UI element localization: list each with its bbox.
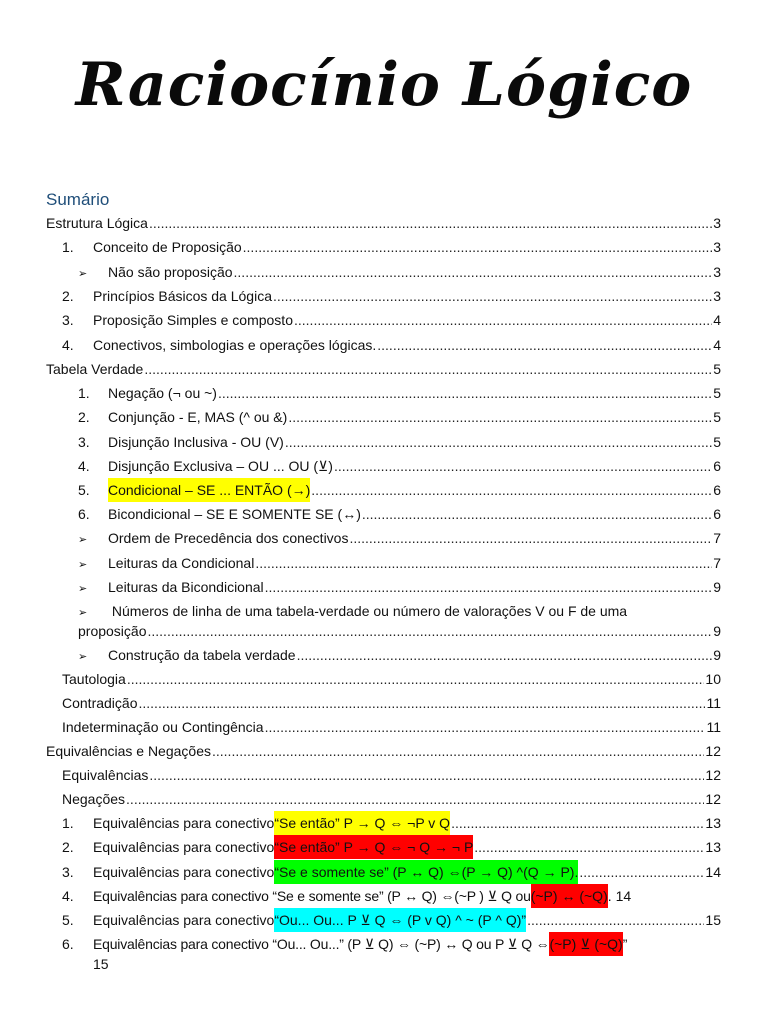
toc-entry-equivalencia-1[interactable] — [0, 811, 768, 835]
toc-entry-nao-sao-proposicao[interactable] — [0, 260, 768, 284]
toc-entry-page: 7 — [713, 530, 721, 546]
toc-entry-text: Disjunção Exclusiva – OU ... OU (⊻) — [108, 458, 333, 474]
arrow-bullet-icon: ➢ — [78, 607, 88, 619]
toc-entry-leituras-condicional[interactable] — [0, 551, 768, 575]
arrow-bullet-icon: ➢ — [78, 534, 88, 546]
toc-entry-disjuncao-exclusiva[interactable] — [0, 454, 768, 478]
arrow-bullet-icon: ➢ — [78, 651, 88, 663]
toc-entry-page: 11 — [706, 695, 721, 711]
toc-entry-page: 12 — [705, 767, 721, 783]
toc-entry-principios-basicos[interactable] — [0, 284, 768, 308]
toc-entry-text: Equivalências e Negações — [46, 743, 211, 759]
toc-entry-text: Equivalências para conectivo — [93, 839, 275, 855]
toc-entry-page: 9 — [713, 579, 721, 595]
toc-entry-estrutura-logica[interactable] — [0, 211, 768, 235]
toc-entry-number: 4. — [78, 458, 90, 474]
toc-entry-number: 1. — [78, 385, 90, 401]
toc-entry-page: 13 — [705, 815, 721, 831]
toc-entry-disjuncao-inclusiva[interactable] — [0, 430, 768, 454]
toc-entry-text: Negações — [62, 791, 126, 807]
toc-entry-number: 6. — [62, 936, 74, 952]
toc-entry-text: Condicional – SE ... ENTÃO (→) — [108, 478, 310, 502]
toc-entry-page: 3 — [713, 264, 721, 280]
toc-entry-conjuncao[interactable] — [0, 405, 768, 429]
toc-entry-number: 1. — [62, 239, 74, 255]
toc-entry-page: 12 — [705, 743, 721, 759]
toc-entry-number: 4. — [62, 888, 74, 904]
toc-entry-number: 5. — [78, 482, 90, 498]
arrow-bullet-icon: ➢ — [78, 268, 88, 280]
toc-entry-text: Equivalências para conectivo “Se e somente se” (P ↔ Q) ⇔(~P ) ⊻ Q ou — [93, 888, 531, 904]
toc-entry-equivalencia-6[interactable] — [0, 932, 768, 976]
toc-entry-bicondicional[interactable] — [0, 502, 768, 526]
toc-entry-page: 6 — [713, 482, 721, 498]
toc-entry-page: 3 — [713, 215, 721, 231]
toc-entry-number: 2. — [62, 288, 74, 304]
toc-entry-tail: ” — [622, 936, 628, 952]
toc-heading: Sumário — [46, 190, 110, 209]
toc-entry-page: 13 — [705, 839, 721, 855]
toc-entry-text: Leituras da Bicondicional — [108, 579, 264, 595]
toc-entry-number: 4. — [62, 337, 74, 353]
toc-entry-page: 5 — [713, 361, 721, 377]
toc-entry-text: Ordem de Precedência dos conectivos — [108, 530, 349, 546]
toc-entry-highlight: “Se então” P → Q ⇔ ¬ Q → ¬ P — [274, 835, 473, 859]
toc-entry-page: 14 — [615, 888, 632, 904]
toc-entry-number: 5. — [62, 912, 74, 928]
toc-entry-page: 14 — [705, 864, 721, 880]
arrow-bullet-icon: ➢ — [78, 559, 88, 571]
toc-entry-page: 6 — [713, 506, 721, 522]
toc-entry-text: Equivalências para conectivo — [93, 815, 275, 831]
toc-entry-text: Indeterminação ou Contingência — [62, 719, 264, 735]
toc-entry-highlight: (~P) ↔ (~Q) — [531, 884, 608, 908]
toc-entry-text: Contradição — [62, 695, 138, 711]
toc-entry-text: Conectivos, simbologias e operações lógicas. — [93, 337, 377, 353]
document-title: Raciocínio Lógico — [75, 50, 693, 120]
toc-entry-page: 9 — [713, 623, 721, 639]
toc-entry-conceito-proposicao[interactable] — [0, 235, 768, 259]
toc-entry-text: Disjunção Inclusiva - OU (V) — [108, 434, 284, 450]
toc-entry-text: Não são proposição — [108, 264, 233, 280]
toc-entry-page: 5 — [713, 434, 721, 450]
toc-entry-number: 3. — [62, 864, 74, 880]
toc-entry-number: 1. — [62, 815, 74, 831]
toc-entry-contradicao[interactable] — [0, 691, 768, 715]
toc-entry-page: 15 — [93, 956, 109, 972]
toc-entry-number: 2. — [78, 409, 90, 425]
toc-entry-text: Negação (¬ ou ~) — [108, 385, 217, 401]
toc-entry-text: Bicondicional – SE E SOMENTE SE (↔) — [108, 506, 361, 522]
toc-entry-page: 3 — [713, 239, 721, 255]
toc-entry-equivalencias[interactable] — [0, 763, 768, 787]
toc-entry-text: Equivalências para conectivo — [93, 864, 275, 880]
toc-entry-page: 4 — [713, 312, 721, 328]
toc-entry-numeros-de-linha[interactable] — [0, 599, 768, 643]
toc-entry-page: 4 — [713, 337, 721, 353]
toc-entry-equivalencia-5[interactable] — [0, 908, 768, 932]
toc-entry-condicional[interactable] — [0, 478, 768, 502]
toc-entry-tail: . — [607, 888, 612, 904]
toc-entry-page: 12 — [705, 791, 721, 807]
toc-entry-highlight: “Se então” P → Q ⇔ ¬P v Q — [274, 811, 450, 835]
toc-entry-equivalencia-3[interactable] — [0, 860, 768, 884]
toc-entry-page: 7 — [713, 555, 721, 571]
toc-entry-ordem-precedencia[interactable] — [0, 526, 768, 550]
toc-entry-equivalencias-negacoes[interactable] — [0, 739, 768, 763]
toc-entry-negacao[interactable] — [0, 381, 768, 405]
arrow-bullet-icon: ➢ — [78, 583, 88, 595]
toc-entry-page: 10 — [705, 671, 721, 687]
toc-entry-leituras-bicondicional[interactable] — [0, 575, 768, 599]
toc-entry-tabela-verdade[interactable] — [0, 357, 768, 381]
toc-entry-page: 9 — [713, 647, 721, 663]
toc-entry-highlight: “Ou... Ou... P ⊻ Q ⇔ (P v Q) ^ ~ (P ^ Q)” — [274, 908, 526, 932]
toc-entry-number: 3. — [62, 312, 74, 328]
toc-entry-highlight: “Se e somente se” (P ↔ Q) ⇔(P → Q) ^(Q → P). — [274, 860, 578, 884]
toc-entry-equivalencia-2[interactable] — [0, 835, 768, 859]
toc-entry-negacoes[interactable] — [0, 787, 768, 811]
toc-entry-highlight: (~P) ⊻ (~Q) — [549, 932, 622, 956]
toc-entry-text: Construção da tabela verdade — [108, 647, 296, 663]
toc-entry-text: Tautologia — [62, 671, 126, 687]
toc-entry-text: Números de linha de uma tabela-verdade ou número de valorações V ou F de uma — [111, 603, 628, 619]
toc-entry-number: 6. — [78, 506, 90, 522]
toc-entry-text: Leituras da Condicional — [108, 555, 255, 571]
toc-entry-number: 2. — [62, 839, 74, 855]
toc-entry-text: Princípios Básicos da Lógica — [93, 288, 272, 304]
toc-entry-proposicao-simples[interactable] — [0, 308, 768, 332]
toc-entry-indeterminacao[interactable] — [0, 715, 768, 739]
toc-entry-equivalencia-4[interactable] — [0, 884, 768, 908]
toc-entry-text: Conceito de Proposição — [93, 239, 242, 255]
toc-entry-tautologia[interactable] — [0, 667, 768, 691]
toc-entry-page: 3 — [713, 288, 721, 304]
toc-entry-text: Proposição Simples e composto — [93, 312, 293, 328]
toc-entry-page: 5 — [713, 409, 721, 425]
toc-entry-text: Conjunção - E, MAS (^ ou &) — [108, 409, 288, 425]
toc-entry-conectivos[interactable] — [0, 333, 768, 357]
toc-entry-page: 6 — [713, 458, 721, 474]
toc-entry-text: Equivalências para conectivo “Ou... Ou...” (P ⊻ Q) ⇔ (~P) ↔ Q ou P ⊻ Q ⇔ — [93, 936, 550, 952]
toc-entry-page: 15 — [705, 912, 721, 928]
toc-entry-text: Equivalências para conectivo — [93, 912, 275, 928]
toc-entry-number: 3. — [78, 434, 90, 450]
toc-entry-text-continued: proposição — [78, 623, 147, 639]
toc-entry-construcao-tabela[interactable] — [0, 643, 768, 667]
toc-entry-text: Estrutura Lógica — [46, 215, 148, 231]
toc-entry-page: 11 — [706, 719, 721, 735]
toc-entry-text: Tabela Verdade — [46, 361, 144, 377]
toc-entry-text: Equivalências — [62, 767, 149, 783]
toc-entry-page: 5 — [713, 385, 721, 401]
